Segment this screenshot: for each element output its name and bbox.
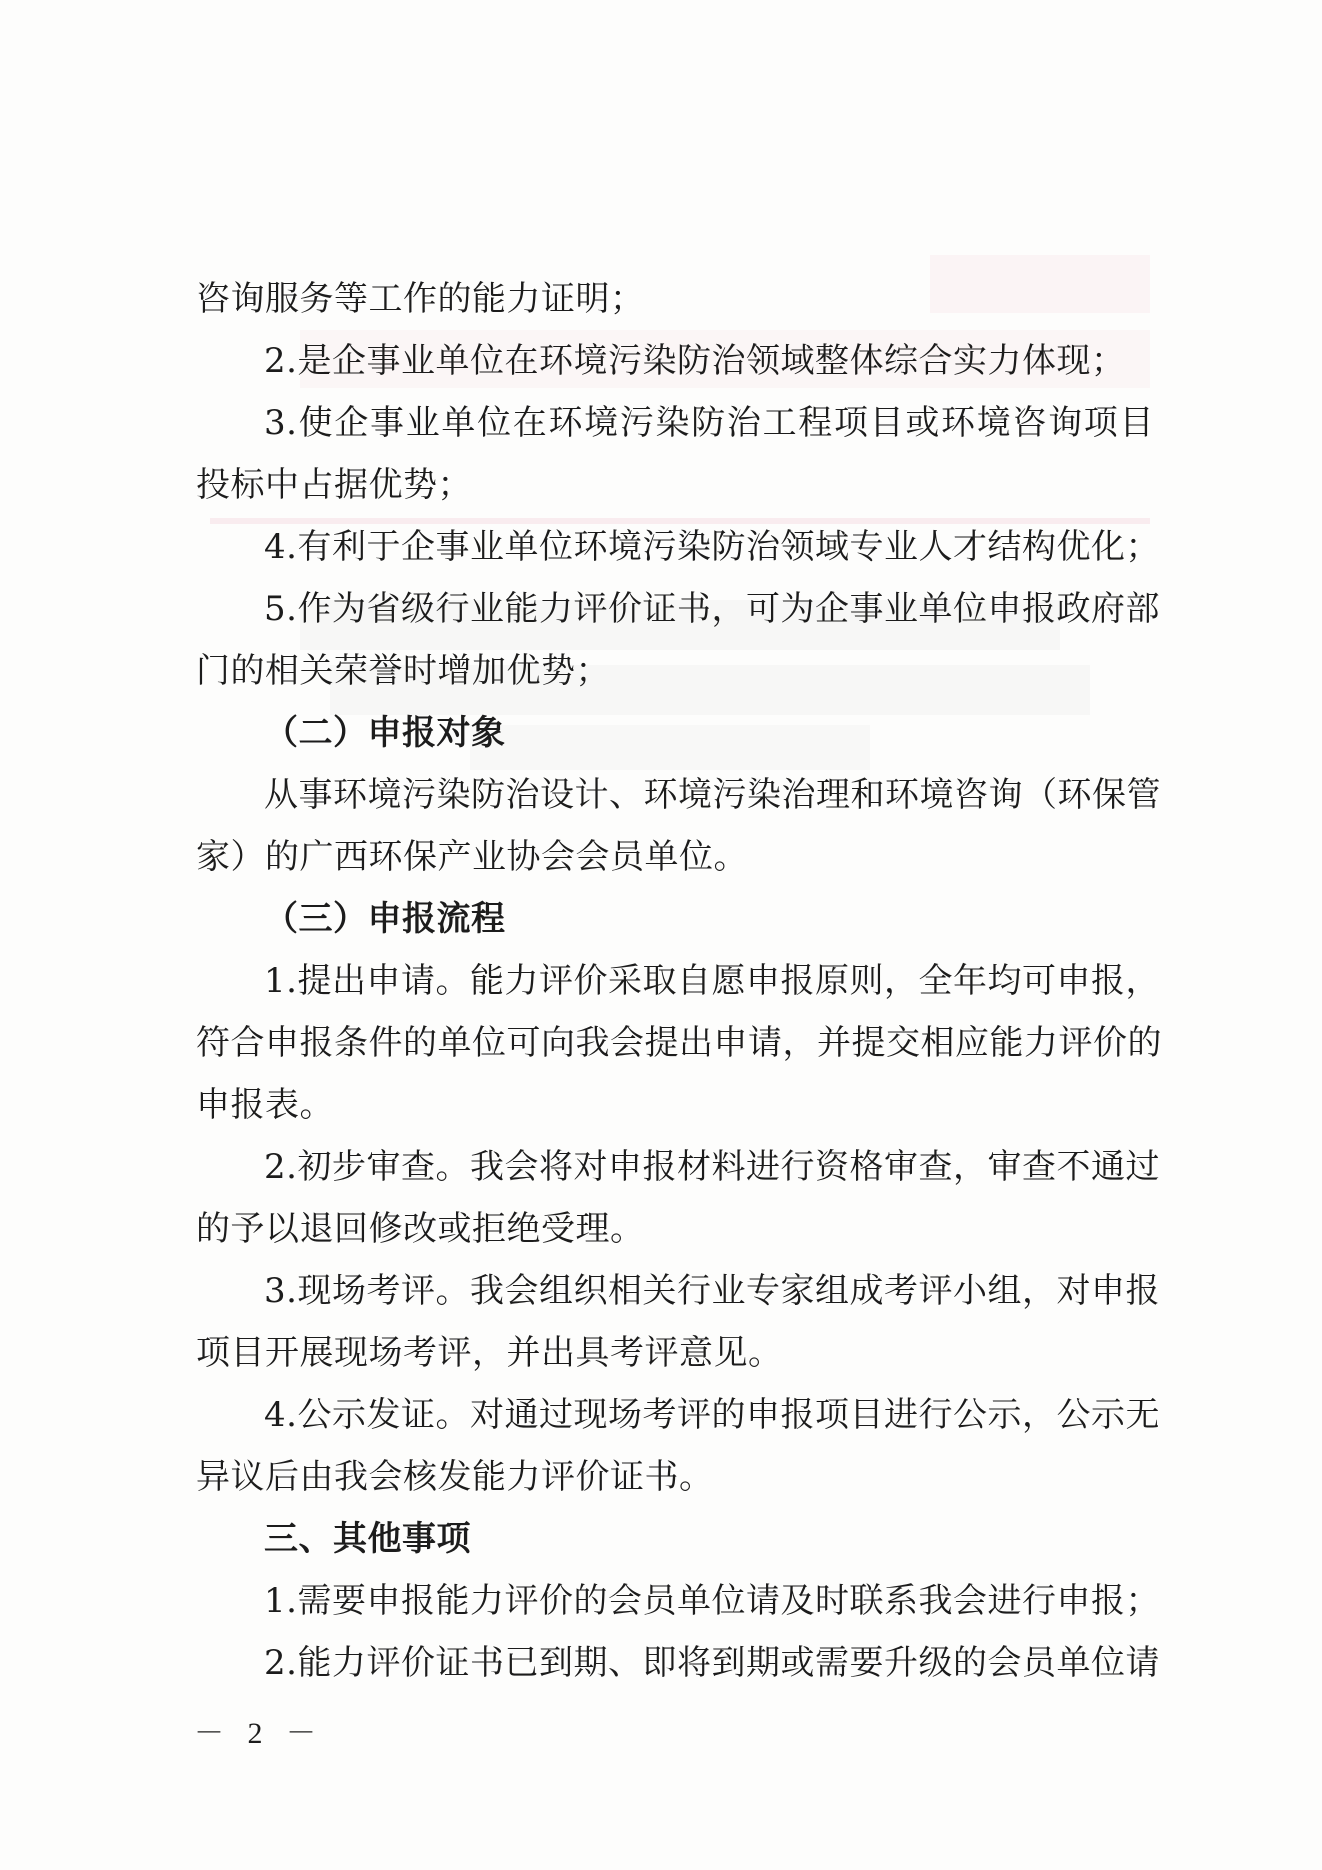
text-line: 1.需要申报能力评价的会员单位请及时联系我会进行申报； bbox=[264, 1581, 1160, 1621]
text-line: 3.现场考评。我会组织相关行业专家组成考评小组，对申报 bbox=[264, 1271, 1160, 1311]
text-line: 门的相关荣誉时增加优势； bbox=[196, 651, 610, 691]
text-line: 申报表。 bbox=[196, 1085, 334, 1125]
text-line: 2.初步审查。我会将对申报材料进行资格审查，审查不通过 bbox=[264, 1147, 1160, 1187]
text-line: 的予以退回修改或拒绝受理。 bbox=[196, 1209, 645, 1249]
text-line: 5.作为省级行业能力评价证书，可为企事业单位申报政府部 bbox=[264, 589, 1160, 629]
text-line: 2.是企事业单位在环境污染防治领域整体综合实力体现； bbox=[264, 341, 1126, 381]
text-line: 咨询服务等工作的能力证明； bbox=[196, 279, 645, 319]
text-line: 项目开展现场考评，并出具考评意见。 bbox=[196, 1333, 783, 1373]
section-heading: 三、其他事项 bbox=[264, 1519, 471, 1559]
text-line: 异议后由我会核发能力评价证书。 bbox=[196, 1457, 714, 1497]
text-line: 投标中占据优势； bbox=[196, 465, 472, 505]
text-line: 4.公示发证。对通过现场考评的申报项目进行公示，公示无 bbox=[264, 1395, 1160, 1435]
section-heading: （三）申报流程 bbox=[264, 899, 506, 939]
text-line: 4.有利于企事业单位环境污染防治领域专业人才结构优化； bbox=[264, 527, 1160, 567]
text-line: 从事环境污染防治设计、环境污染治理和环境咨询（环保管 bbox=[264, 775, 1161, 815]
text-line: 2.能力评价证书已到期、即将到期或需要升级的会员单位请 bbox=[264, 1643, 1160, 1683]
text-line: 符合申报条件的单位可向我会提出申请，并提交相应能力评价的 bbox=[196, 1023, 1162, 1063]
document-body bbox=[196, 268, 1162, 1694]
text-line: 1.提出申请。能力评价采取自愿申报原则，全年均可申报， bbox=[264, 961, 1160, 1001]
section-heading: （二）申报对象 bbox=[264, 713, 506, 753]
text-line: 3.使企事业单位在环境污染防治工程项目或环境咨询项目 bbox=[264, 403, 1154, 443]
text-line: 家）的广西环保产业协会会员单位。 bbox=[196, 837, 748, 877]
page-number: － 2 － bbox=[194, 1717, 324, 1750]
